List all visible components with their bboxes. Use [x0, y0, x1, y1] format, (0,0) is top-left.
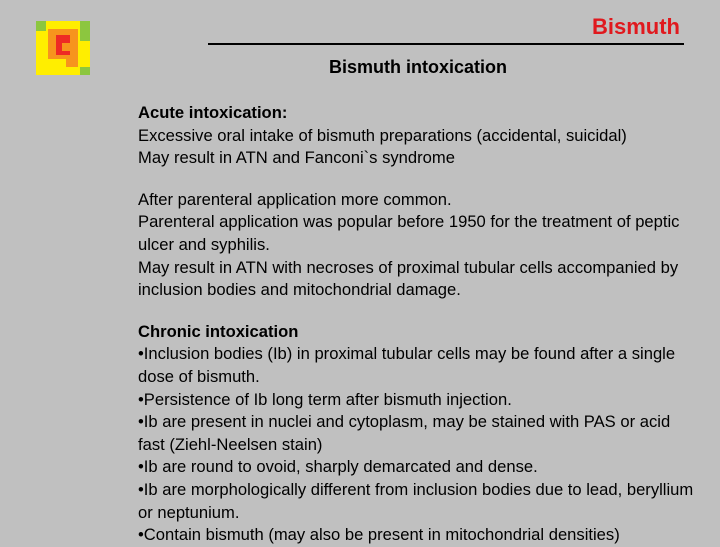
section-title: Bismuth [592, 14, 680, 39]
paragraph-spacer [138, 302, 698, 321]
title-divider [208, 43, 684, 45]
parenteral-line: After parenteral application more common. [138, 189, 452, 209]
logo-orange-inner [62, 43, 70, 51]
parenteral-line: Parenteral application was popular before 1950 for the treatment of peptic ulcer and syphilis. [138, 212, 680, 254]
chronic-bullet: •Persistence of Ib long term after bismuth injection. [138, 389, 512, 409]
acute-line: May result in ATN and Fanconi`s syndrome [138, 148, 455, 168]
chronic-bullet: •Ib are round to ovoid, sharply demarcated and dense. [138, 457, 538, 477]
chronic-bullet: •Contain bismuth (may also be present in mitochondrial densities) [138, 525, 620, 545]
logo-green-top-left [36, 21, 46, 31]
chronic-bullet: •Ib are present in nuclei and cytoplasm, may be stained with PAS or acid fast (Ziehl-Neelsen stain) [138, 412, 671, 454]
slide-body [138, 102, 698, 547]
paragraph-spacer [138, 170, 698, 189]
chronic-heading: Chronic intoxication [138, 321, 299, 341]
parenteral-line: May result in ATN with necroses of proximal tubular cells accompanied by inclusion bodies and mitochondrial damage. [138, 257, 679, 300]
acute-heading: Acute intoxication: [138, 103, 288, 122]
chronic-bullet: •Ib are morphologically different from inclusion bodies due to lead, beryllium or neptunium. [138, 479, 694, 522]
slide-heading: Bismuth intoxication [328, 57, 507, 77]
acute-line: Excessive oral intake of bismuth preparations (accidental, suicidal) [138, 125, 627, 145]
logo-green-top-right [80, 21, 90, 41]
chronic-bullet: •Inclusion bodies (Ib) in proximal tubular cells may be found after a single dose of bismuth. [138, 344, 676, 386]
